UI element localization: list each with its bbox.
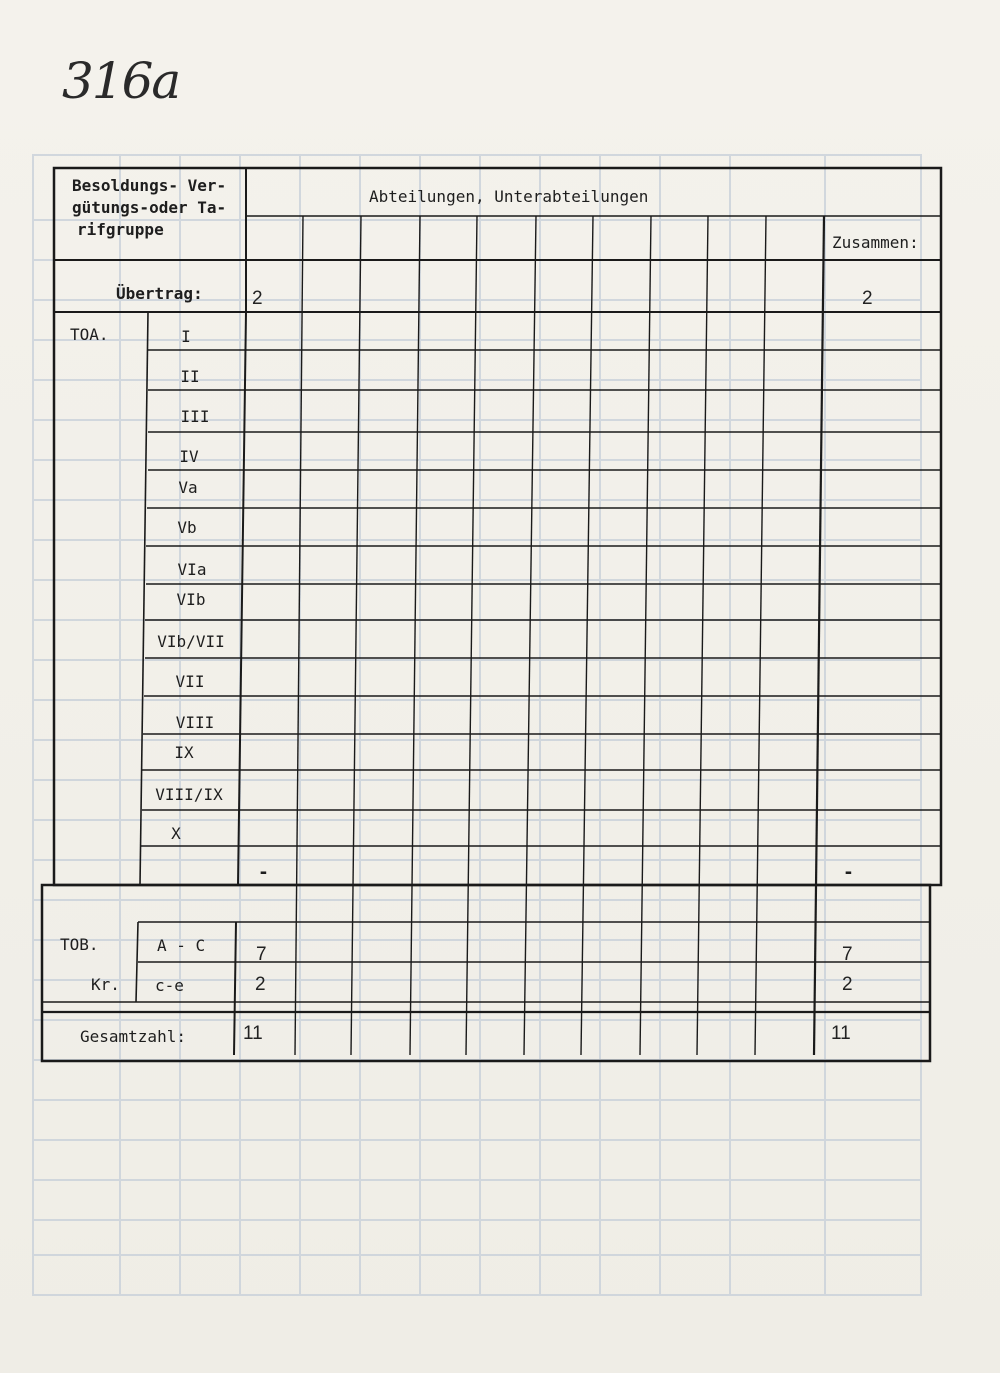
carry-over-total: 2 [862,288,873,309]
grand-total-sum: 11 [831,1023,851,1044]
grade-label: VIb [176,590,206,609]
toa-total-mark: - [843,862,854,883]
grade-label: Va [178,478,198,497]
carry-over-value: 2 [252,288,263,309]
kr-range: c-e [155,976,184,995]
grand-total-label: Gesamtzahl: [80,1027,186,1046]
grade-label: Vb [177,518,197,537]
kr-value: 2 [255,974,266,995]
tob-total: 7 [842,944,853,965]
tob-value: 7 [256,944,267,965]
tob-range: A - C [157,936,206,955]
tob-label: TOB. [60,935,99,954]
carry-over-label: Übertrag: [116,284,203,303]
grade-label: II [180,367,200,386]
grade-label: I [181,327,191,346]
group-header-line: rifgruppe [77,220,164,239]
grade-label: VIII/IX [155,785,223,804]
grade-label: VII [175,672,205,691]
page-number-annotation: 316a [62,52,180,110]
grand-total-value: 11 [243,1023,263,1044]
grade-label: VIb/VII [157,632,225,651]
departments-header: Abteilungen, Unterabteilungen [369,187,649,206]
group-header [72,175,226,241]
grade-label: VIa [177,560,207,579]
kr-total: 2 [842,974,853,995]
grade-label: VIII [175,713,215,732]
group-header-line: Besoldungs- Ver- [72,176,227,195]
grade-label: IX [174,743,194,762]
group-header-line: gütungs-oder Ta- [72,198,227,217]
kr-label: Kr. [91,975,120,994]
toa-subtotal-mark: - [258,862,269,883]
toa-label: TOA. [70,325,109,344]
grade-label: III [180,407,210,426]
total-column-header: Zusammen: [832,233,919,252]
grade-label: IV [179,447,199,466]
grade-label: X [171,824,181,843]
